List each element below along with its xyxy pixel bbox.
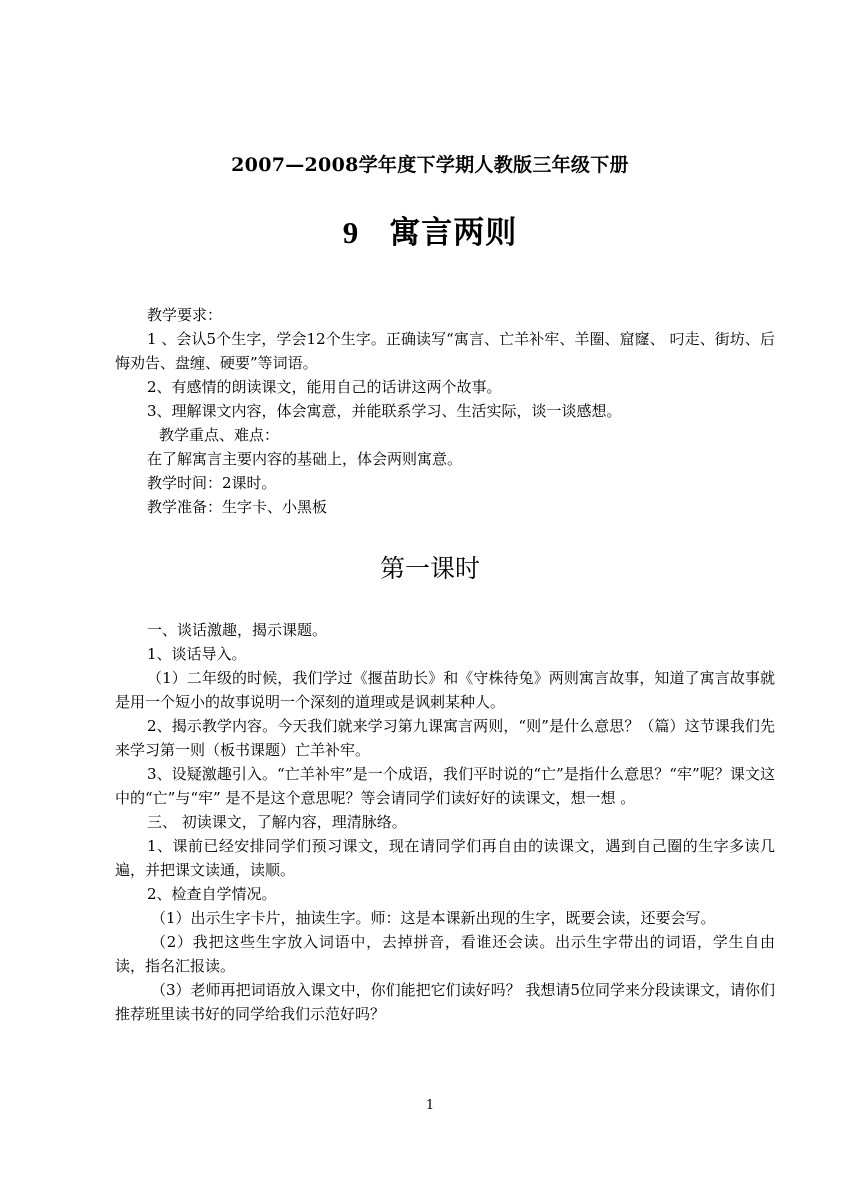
lesson-body (115, 618, 775, 1026)
document-header-title: 2007—2008学年度下学期人教版三年级下册 (231, 154, 629, 176)
teaching-requirements (115, 303, 775, 519)
paragraph: 2、有感情的朗读课文，能用自己的话讲这两个故事。 (147, 378, 502, 396)
paragraph: （1）二年级的时候，我们学过《揠苗助长》和《守株待兔》两则寓言故事，知道了寓言故事就是用一个短小的故事说明一个深刻的道理或是讽刺某种人。 (115, 669, 775, 711)
lesson-title (0, 207, 860, 252)
paragraph: 1 、会认5个生字，学会12个生字。正确读写“寓言、亡羊补牢、羊圈、窟窿、 叼走、街坊、后悔劝告、盘缠、硬要”等词语。 (115, 330, 775, 372)
paragraph: 1、课前已经安排同学们预习课文，现在请同学们再自由的读课文，遇到自己圈的生字多读几遍，并把课文读通，读顺。 (115, 837, 775, 879)
paragraph: 一、谈话激趣，揭示课题。 (147, 621, 328, 639)
paragraph: （3）老师再把词语放入课文中，你们能把它们读好吗？ 我想请5位同学来分段读课文，请你们推荐班里读书好的同学给我们示范好吗？ (115, 981, 775, 1023)
paragraph: 3、理解课文内容，体会寓意，并能联系学习、生活实际，谈一谈感想。 (147, 402, 622, 420)
section-title: 第一课时 (379, 554, 480, 583)
paragraph: 教学重点、难点： (159, 426, 280, 444)
paragraph: 三、 初读课文，了解内容，理清脉络。 (147, 813, 407, 831)
paragraph: （2）我把这些生字放入词语中，去掉拼音，看谁还会读。出示生字带出的词语，学生自由读，指名汇报读。 (115, 933, 775, 975)
page-number: 1 (425, 1098, 435, 1113)
lesson-number: 9 (342, 215, 360, 250)
paragraph: 教学准备：生字卡、小黑板 (147, 498, 328, 516)
paragraph: 1、谈话导入。 (147, 645, 247, 663)
paragraph: 教学时间：2课时。 (147, 474, 277, 492)
paragraph: 2、检查自学情况。 (147, 885, 277, 903)
paragraph: 教学要求： (147, 306, 223, 324)
paragraph: 3、设疑激趣引入。“亡羊补牢”是一个成语，我们平时说的“亡”是指什么意思？“牢”呢？课文这中的“亡”与“牢” 是不是这个意思呢？等会请同学们读好好的读课文，想一想 。 (115, 765, 775, 807)
paragraph: 2、揭示教学内容。今天我们就来学习第九课寓言两则，“则”是什么意思？（篇）这节课我们先来学习第一则（板书课题）亡羊补牢。 (115, 717, 775, 759)
paragraph: 在了解寓言主要内容的基础上，体会两则寓意。 (147, 450, 463, 468)
lesson-title-text: 寓言两则 (389, 215, 518, 251)
paragraph: （1）出示生字卡片，抽读生字。师：这是本课新出现的生字，既要会读，还要会写。 (151, 909, 716, 927)
